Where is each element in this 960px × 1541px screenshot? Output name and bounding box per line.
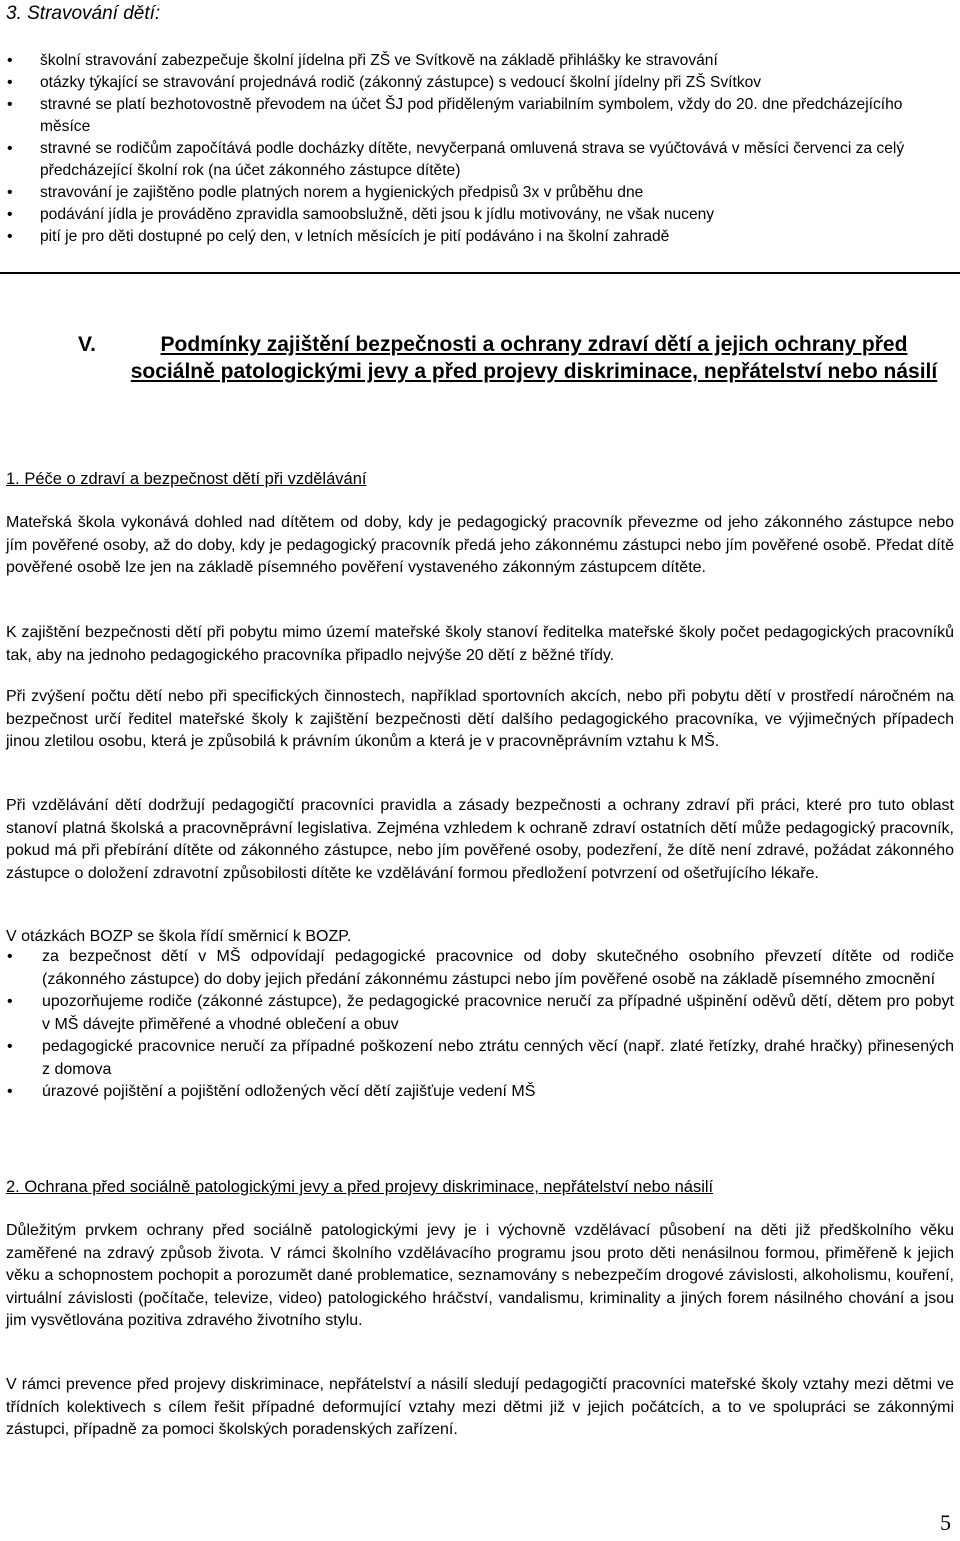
section-5-number: V. bbox=[78, 333, 96, 356]
section-3-heading: 3. Stravování dětí: bbox=[6, 3, 161, 24]
list-item: • upozorňujeme rodiče (zákonné zástupce), že pedagogické pracovnice neručí za případné ušpinění oděvů dětí, dětem pro pobyt v MŠ dávejte přiměřené a vhodné oblečení a obuv bbox=[0, 991, 960, 1036]
paragraph: Důležitým prvkem ochrany před sociálně patologickými jevy je i výchovně vzdělávací působení na děti již předškolního věku zaměřené na zdravý způsob života. V rámci školního vzdělávacího programu jsou proto děti nenásilnou formou, přiměřeně k jejich věku a schopnostem pochopit a porozumět dané problematice, seznamovány s nebezpečím drogové závislosti, alkoholismu, kouření, virtuální závislosti (počítače, televize, video) patologického hráčství, vandalismu, kriminality a jiných forem násilného chování a jsou jim vysvětlována pozitiva zdravého životního stylu. bbox=[6, 1222, 954, 1329]
list-item: • školní stravování zabezpečuje školní jídelna při ZŠ ve Svítkově na základě přihlášky ke stravování bbox=[0, 50, 960, 72]
paragraph: V rámci prevence před projevy diskriminace, nepřátelství a násilí sledují pedagogičtí pracovníci mateřské školy vztahy mezi dětmi ve třídních kolektivech s cílem řešit případné deformující vztahy mezi dětmi již v jejich počátcích, a to ve spolupráci se zákonnými zástupci, případně za pomoci školských poradenských zařízení. bbox=[6, 1376, 954, 1438]
subsection-2-heading: 2. Ochrana před sociálně patologickými jevy a před projevy diskriminace, nepřátelství nebo násilí bbox=[6, 1178, 714, 1196]
safety-bullet-list bbox=[0, 946, 960, 1104]
list-item: • za bezpečnost dětí v MŠ odpovídají pedagogické pracovnice od doby skutečného osobního převzetí dítěte od rodiče (zákonného zástupce) do doby jejich předání zákonnému zástupci nebo jím pověřené osobě na základě písemného zmocnění bbox=[0, 946, 960, 991]
section-5-heading bbox=[78, 331, 938, 385]
list-item: • pití je pro děti dostupné po celý den, v letních měsících je pití podáváno i na školní zahradě bbox=[0, 226, 960, 248]
list-item: • stravování je zajištěno podle platných norem a hygienických předpisů 3x v průběhu dne bbox=[0, 182, 960, 204]
page-number: 5 bbox=[940, 1510, 951, 1535]
paragraph: V otázkách BOZP se škola řídí směrnicí k BOZP. bbox=[6, 928, 352, 945]
list-item: • pedagogické pracovnice neručí za případné poškození nebo ztrátu cenných věcí (např. zlaté řetízky, drahé hračky) přinesených z domova bbox=[0, 1036, 960, 1081]
list-item: • stravné se platí bezhotovostně převodem na účet ŠJ pod přiděleným variabilním symbolem, vždy do 20. dne předcházejícího měsíce bbox=[0, 94, 960, 138]
list-item: • stravné se rodičům započítává podle docházky dítěte, nevyčerpaná omluvená strava se vyúčtovává v měsíci červenci za celý předcházející školní rok (na účet zákonného zástupce dítěte) bbox=[0, 138, 960, 182]
paragraph: Mateřská škola vykonává dohled nad dítětem od doby, kdy je pedagogický pracovník převezme od jeho zákonného zástupce nebo jím pověřené osoby, až do doby, kdy je pedagogický pracovník předá jeho zákonnému zástupci nebo jím pověřené osobě. Předat dítě pověřené osobě lze jen na základě písemného pověření vystaveného zákonným zástupcem dítěte. bbox=[6, 514, 954, 576]
paragraph: Při zvýšení počtu dětí nebo při specifických činnostech, například sportovních akcích, nebo při pobytu dětí v prostředí náročném na bezpečnost určí ředitel mateřské školy k zajištění bezpečnosti dětí dalšího pedagogického pracovníka, ve výjimečných případech jinou zletilou osobu, která je způsobilá k právním úkonům a která je v pracovněprávním vztahu k MŠ. bbox=[6, 688, 954, 750]
section-5-title: Podmínky zajištění bezpečnosti a ochrany zdraví dětí a jejich ochrany před sociálně patologickými jevy a před projevy diskriminace, nepřátelství nebo násilí bbox=[130, 333, 938, 383]
meals-bullet-list bbox=[0, 50, 960, 248]
list-item: • podávání jídla je prováděno zpravidla samoobslužně, děti jsou k jídlu motivovány, ne však nuceny bbox=[0, 204, 960, 226]
list-item: • otázky týkající se stravování projednává rodič (zákonný zástupce) s vedoucí školní jídelny při ZŠ Svítkov bbox=[0, 72, 960, 94]
paragraph: Při vzdělávání dětí dodržují pedagogičtí pracovníci pravidla a zásady bezpečnosti a ochrany zdraví při práci, které pro tuto oblast stanoví platná školská a pracovněprávní legislativa. Zejména vzhledem k ochraně zdraví ostatních dětí může pedagogický pracovník, pokud má při přebírání dítěte od zákonného zástupce, nebo jím pověřené osoby, podezření, že dítě není zdravé, požádat zákonného zástupce o doložení zdravotní způsobilosti dítěte ke vzdělávání formou předložení potvrzení od ošetřujícího lékaře. bbox=[6, 797, 954, 882]
horizontal-divider bbox=[0, 272, 960, 274]
list-item: • úrazové pojištění a pojištění odložených věcí dětí zajišťuje vedení MŠ bbox=[0, 1081, 960, 1104]
paragraph: K zajištění bezpečnosti dětí při pobytu mimo území mateřské školy stanoví ředitelka mateřské školy počet pedagogických pracovníků tak, aby na jednoho pedagogického pracovníka připadlo nejvýše 20 dětí z běžné třídy. bbox=[6, 624, 954, 664]
subsection-1-heading: 1. Péče o zdraví a bezpečnost dětí při vzdělávání bbox=[6, 470, 367, 488]
